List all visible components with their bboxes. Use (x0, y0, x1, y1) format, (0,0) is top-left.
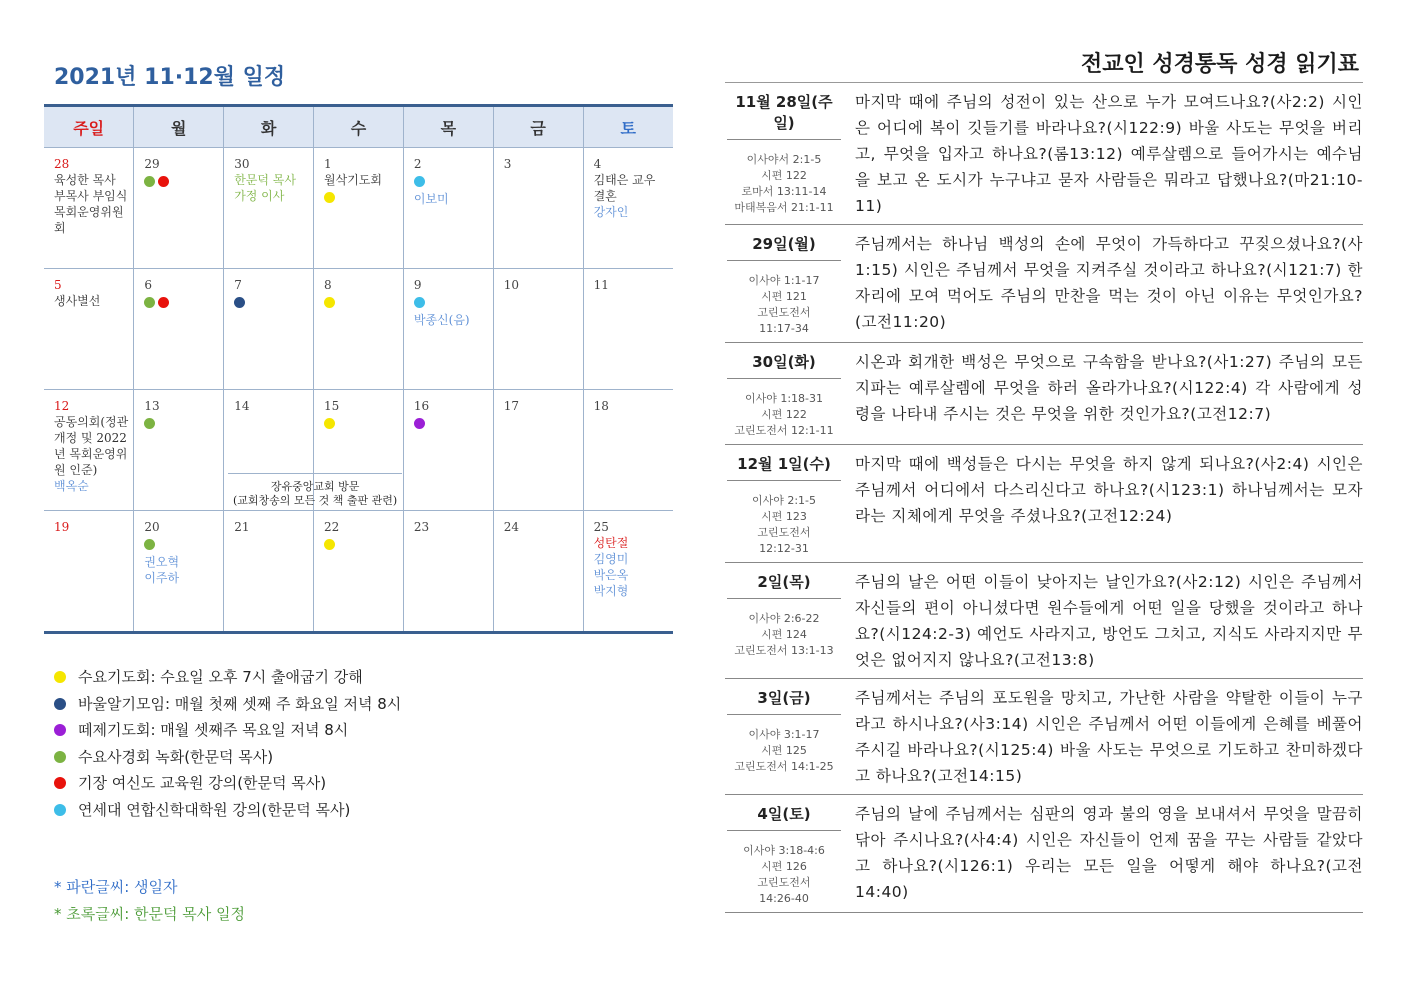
event-text: 생사별선 (54, 294, 101, 308)
day-cell (134, 511, 224, 633)
reading-meta (725, 801, 843, 907)
day-cell (314, 511, 404, 633)
day-cell (44, 511, 134, 633)
day-cell (583, 511, 673, 633)
red-dot-icon (158, 176, 169, 187)
reading-day (725, 83, 1363, 225)
day-number: 17 (503, 399, 519, 413)
legend-text: 떼제기도회: 매월 셋째주 목요일 저녁 8시 (78, 721, 349, 740)
reading-day (725, 563, 1363, 679)
holiday-text: 성탄절 (593, 536, 629, 550)
event-text: 부목사 부임식 (54, 189, 128, 203)
reading-ref: 시편 122 (761, 408, 807, 421)
reading-ref: 12:12-31 (759, 542, 809, 555)
reading-ref: 시편 123 (761, 510, 807, 523)
cyan-dot-icon (54, 804, 66, 816)
birthday-text: 박종신(음) (413, 313, 470, 327)
legend-item (54, 797, 401, 824)
day-cell (44, 148, 134, 269)
calendar-week (44, 148, 673, 269)
day-number: 21 (234, 520, 250, 534)
reading-ref: 시편 121 (761, 290, 807, 303)
weekday-wed: 수 (314, 106, 404, 148)
day-cell (224, 511, 314, 633)
day-cell (583, 390, 673, 511)
reading-date: 2일(목) (727, 569, 841, 599)
reading-date: 3일(금) (727, 685, 841, 715)
event-text: 목회운영위원회 (54, 205, 124, 235)
note-blue: * 파란글씨: 생일자 (54, 878, 178, 896)
weekday-header (44, 106, 673, 148)
day-number: 6 (144, 278, 152, 292)
day-number: 1 (324, 157, 332, 171)
day-number: 5 (54, 278, 62, 292)
event-text: 공동의회(정관 개정 및 2022년 목회운영위원 인준) (54, 415, 129, 477)
reading-meta (725, 349, 843, 439)
day-number: 3 (503, 157, 512, 171)
reading-question: 주님께서는 하나님 백성의 손에 무엇이 가득하다고 꾸짖으셨나요?(사1:15) 시인은 주님께서 무엇을 지켜주실 것이라고 하나요?(시121:7) 한 자리에 모여 먹어도 주님의 만찬을 먹는 것이 아닌 이유는 무엇인가요?(고전11:20) (855, 235, 1363, 331)
reading-panel (725, 48, 1363, 913)
yellow-dot-icon (324, 539, 335, 550)
reading-ref: 시편 125 (761, 744, 807, 757)
reading-question: 시온과 회개한 백성은 무엇으로 구속함을 받나요?(사1:27) 주님의 모든 지파는 예루살렘에 무엇을 하러 올라가나요?(시122:4) 각 사람에게 성령을 나타내 주시는 것은 무엇을 위한 것인가요?(고전12:7) (855, 353, 1363, 423)
reading-refs (725, 391, 843, 439)
reading-question: 마지막 때에 주님의 성전이 있는 산으로 누가 모여드나요?(사2:2) 시인은 어디에 복이 깃들기를 바라나요?(시122:9) 바울 사도는 무엇을 버리고, 무엇을 입자고 하나요?(롬13:12) 예루살렘으로 들어가시는 예수님을 보고 온 도시가 누구냐고 묻자 사람들은 뭐라고 답했나요?(마21:10-11) (855, 93, 1363, 215)
reading-meta (725, 231, 843, 337)
event-text: 결혼 (593, 189, 617, 203)
day-number: 19 (54, 520, 70, 534)
day-cell (493, 148, 583, 269)
reading-refs (725, 493, 843, 557)
reading-question: 주님의 날에 주님께서는 심판의 영과 불의 영을 보내셔서 무엇을 말끔히 닦아 주시나요?(사4:4) 시인은 자신들이 언제 꿈을 꾸는 사람들 같았다고 하나요?(시126:1) 우리는 모든 일을 어떻게 해야 하나요?(고전14:40) (855, 805, 1363, 901)
day-number: 9 (413, 278, 422, 292)
day-number: 15 (324, 399, 340, 413)
day-cell (314, 148, 404, 269)
birthday-text: 김영미 (593, 552, 629, 566)
day-cell (403, 390, 493, 511)
reading-ref: 고린도전서 (757, 876, 811, 889)
reading-ref: 이사야서 2:1-5 (746, 153, 822, 166)
reading-ref: 고린도전서 (757, 306, 811, 319)
reading-meta (725, 569, 843, 673)
event-text: 가정 이사 (234, 189, 285, 203)
day-cell (224, 269, 314, 390)
day-cell (134, 269, 224, 390)
day-number: 2 (413, 157, 422, 171)
reading-ref: 로마서 13:11-14 (741, 185, 827, 198)
day-number: 18 (593, 399, 609, 413)
red-dot-icon (158, 297, 169, 308)
day-cell (403, 511, 493, 633)
birthday-text: 이주하 (144, 571, 180, 585)
cyan-dot-icon (414, 176, 425, 187)
day-cell (403, 148, 493, 269)
yellow-dot-icon (54, 671, 66, 683)
day-cell (224, 148, 314, 269)
reading-meta (725, 451, 843, 557)
reading-refs (725, 273, 843, 337)
calendar-title: 2021년 11·12월 일정 (54, 65, 286, 90)
yellow-dot-icon (324, 297, 335, 308)
reading-meta (725, 89, 843, 219)
birthday-text: 박지형 (593, 584, 629, 598)
color-notes (54, 874, 245, 928)
reading-question: 주님의 날은 어떤 이들이 낮아지는 날인가요?(사2:12) 시인은 주님께서 자신들의 편이 아니셨다면 원수들에게 어떤 일을 당했을 것이라고 하나요?(시124:2-3) 예언도 사라지고, 방언도 그치고, 지식도 사라지지만 무엇은 없어지지 않나요?(고전13:8) (855, 573, 1363, 669)
reading-ref: 마태복음서 21:1-11 (734, 201, 834, 214)
day-number: 25 (593, 520, 609, 534)
event-text: 월삭기도회 (324, 173, 382, 187)
weekday-fri: 금 (493, 106, 583, 148)
legend-item (54, 770, 401, 797)
weekday-sat: 토 (583, 106, 673, 148)
reading-ref: 이사야 1:18-31 (744, 392, 824, 405)
legend-text: 연세대 연합신학대학원 강의(한문덕 목사) (78, 800, 351, 819)
event-text: 한문덕 목사 (234, 173, 296, 187)
day-cell (134, 148, 224, 269)
birthday-text: 권오혁 (144, 555, 180, 569)
day-number: 28 (54, 157, 70, 171)
reading-date: 11월 28일(주일) (727, 89, 841, 140)
day-number: 7 (234, 278, 242, 292)
cyan-dot-icon (414, 297, 425, 308)
legend-item (54, 717, 401, 744)
birthday-text: 백옥순 (54, 479, 89, 493)
day-number: 24 (503, 520, 519, 534)
day-number: 23 (413, 520, 430, 534)
green-dot-icon (144, 418, 155, 429)
day-number: 13 (144, 399, 160, 413)
reading-day (725, 679, 1363, 795)
day-cell (493, 511, 583, 633)
reading-refs (725, 611, 843, 659)
weekday-tue: 화 (224, 106, 314, 148)
weekday-thu: 목 (403, 106, 493, 148)
reading-refs (725, 843, 843, 907)
reading-ref: 시편 122 (761, 169, 807, 182)
yellow-dot-icon (324, 192, 335, 203)
reading-day (725, 343, 1363, 445)
birthday-text: 강자인 (593, 205, 629, 219)
purple-dot-icon (54, 724, 66, 736)
calendar-panel (44, 60, 674, 634)
day-cell (44, 269, 134, 390)
reading-ref: 이사야 2:1-5 (751, 494, 817, 507)
day-number: 8 (324, 278, 332, 292)
calendar-week (44, 269, 673, 390)
reading-question: 마지막 때에 백성들은 다시는 무엇을 하지 않게 되나요?(사2:4) 시인은 주님께서 어디에서 다스리신다고 하나요?(시123:1) 하나님께서는 모자라는 지체에게 무엇을 주셨나요?(고전12:24) (855, 455, 1363, 525)
reading-date: 30일(화) (727, 349, 841, 379)
reading-ref: 이사야 2:6-22 (748, 612, 820, 625)
navy-dot-icon (54, 698, 66, 710)
day-number: 14 (234, 399, 250, 413)
reading-ref: 시편 124 (761, 628, 807, 641)
reading-ref: 고린도전서 14:1-25 (734, 760, 834, 773)
day-cell (493, 269, 583, 390)
legend-item (54, 664, 401, 691)
purple-dot-icon (414, 418, 425, 429)
green-dot-icon (144, 176, 155, 187)
reading-ref: 시편 126 (761, 860, 807, 873)
day-cell (134, 390, 224, 511)
event-text: 김태은 교우 (593, 173, 656, 187)
legend-item (54, 744, 401, 771)
reading-date: 4일(토) (727, 801, 841, 831)
reading-ref: 11:17-34 (759, 322, 809, 335)
reading-meta (725, 685, 843, 789)
reading-date: 29일(월) (727, 231, 841, 261)
legend-text: 수요사경회 녹화(한문덕 목사) (78, 747, 274, 766)
reading-question: 주님께서는 주님의 포도원을 망치고, 가난한 사람을 약탈한 이들이 누구라고 하시나요?(사3:14) 시인은 주님께서 어떤 이들에게 은혜를 베풀어 주시길 바라나요?(시125:4) 바울 사도는 무엇으로 기도하고 찬미하겠다고 하나요?(고전14:15) (855, 689, 1363, 785)
reading-refs (725, 727, 843, 775)
reading-ref: 14:26-40 (759, 892, 809, 905)
day-cell (314, 390, 404, 511)
day-cell (403, 269, 493, 390)
reading-ref: 이사야 1:1-17 (748, 274, 820, 287)
reading-ref: 고린도전서 12:1-11 (734, 424, 834, 437)
reading-ref: 고린도전서 13:1-13 (734, 644, 834, 657)
event-text: 육성한 목사 (54, 173, 116, 187)
weekday-sun: 주일 (44, 106, 134, 148)
day-number: 29 (144, 157, 160, 171)
day-number: 10 (503, 278, 519, 292)
day-number: 11 (593, 278, 609, 292)
day-cell (583, 148, 673, 269)
reading-title: 전교인 성경통독 성경 읽기표 (725, 48, 1363, 83)
day-number: 4 (593, 157, 602, 171)
legend-text: 수요기도회: 수요일 오후 7시 출애굽기 강해 (78, 668, 363, 686)
birthday-text: 박은옥 (593, 568, 629, 582)
green-dot-icon (54, 751, 66, 763)
green-dot-icon (144, 539, 155, 550)
day-cell (44, 390, 134, 511)
day-cell (493, 390, 583, 511)
day-number: 16 (413, 399, 430, 413)
red-dot-icon (54, 777, 66, 789)
reading-day (725, 225, 1363, 343)
green-dot-icon (144, 297, 155, 308)
calendar-table (44, 104, 673, 634)
day-cell (314, 269, 404, 390)
visit-subtitle: (교회창송의 모든 것 책 출판 관련) (233, 494, 398, 507)
day-cell (583, 269, 673, 390)
day-number: 20 (144, 520, 160, 534)
calendar-week (44, 390, 673, 511)
calendar-legend (54, 664, 401, 824)
reading-date: 12월 1일(수) (727, 451, 841, 481)
legend-text: 바울알기모임: 매월 첫째 셋째 주 화요일 저녁 8시 (78, 694, 402, 713)
visit-title: 장유중앙교회 방문 (270, 480, 360, 493)
reading-ref: 고린도전서 (757, 526, 811, 539)
note-green: * 초록글씨: 한문덕 목사 일정 (54, 905, 246, 923)
yellow-dot-icon (324, 418, 335, 429)
reading-ref: 이사야 3:1-17 (748, 728, 820, 741)
legend-item (54, 691, 401, 718)
day-number: 12 (54, 399, 70, 413)
reading-ref: 이사야 3:18-4:6 (743, 844, 825, 857)
weekday-mon: 월 (134, 106, 224, 148)
birthday-text: 이보미 (413, 192, 449, 206)
day-number: 30 (234, 157, 250, 171)
calendar-week (44, 511, 673, 633)
reading-day (725, 445, 1363, 563)
navy-dot-icon (234, 297, 245, 308)
day-number: 22 (324, 520, 340, 534)
reading-refs (725, 152, 843, 216)
legend-text: 기장 여신도 교육원 강의(한문덕 목사) (78, 774, 327, 793)
reading-day (725, 795, 1363, 913)
